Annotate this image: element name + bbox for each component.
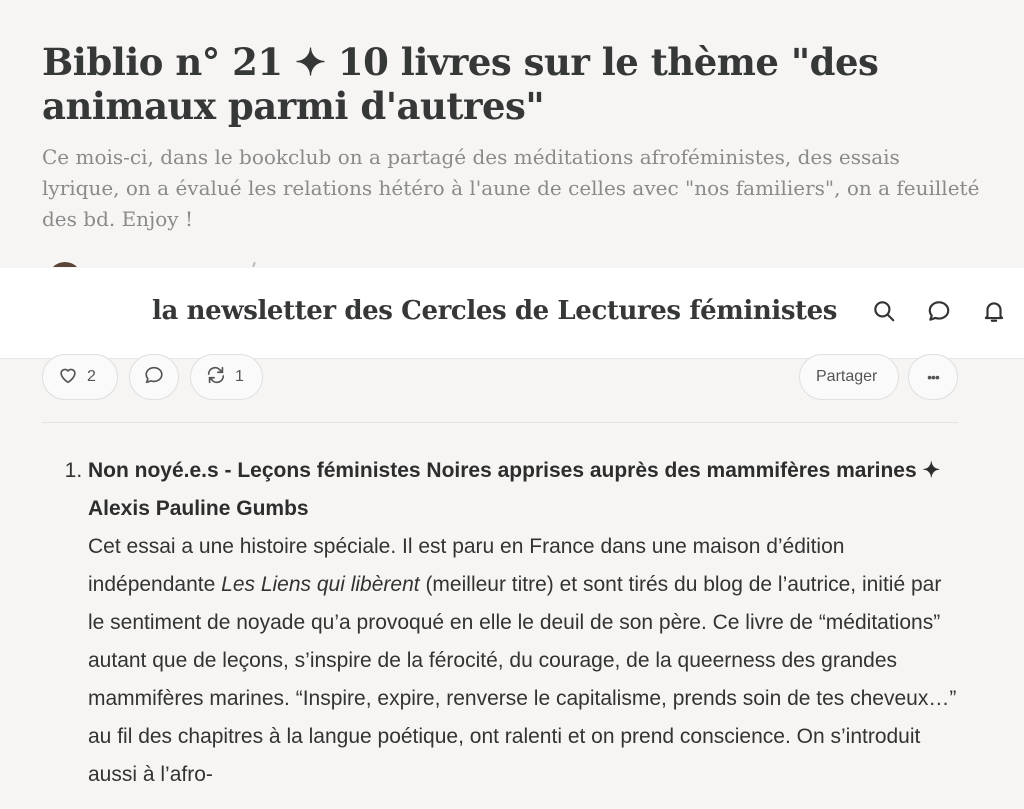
post-header	[42, 40, 982, 235]
article-body	[42, 452, 962, 794]
like-button[interactable]	[42, 354, 118, 400]
description-text: Cet essai a une histoire spéciale. Il est paru en France dans une maison d’édition indépendante	[88, 535, 845, 596]
chat-icon[interactable]	[926, 298, 952, 324]
divider	[42, 422, 958, 423]
restack-button[interactable]	[190, 354, 263, 400]
post-subtitle: Ce mois-ci, dans le bookclub on a partagé des méditations afroféministes, des essais lyrique, on a évalué les relations hétéro à l'aune de celles avec "nos familiers", on a feuilleté des bd. Enjoy !	[42, 145, 980, 231]
byline-fragment	[252, 262, 256, 267]
description-text-continued: (meilleur titre) et sont tirés du blog de l’autrice, initié par le sentiment de noyade qu’a provoqué en elle le deuil de son père. Ce livre de “méditations” autant que de leçons, s’inspire de la férocité, du courage, de la queerness des grandes mammifères marines. “Inspire, expire, renverse le capitalisme, prends soin de tes cheveux…” au fil des chapitres à la langue poétique, ont ralenti et on prend conscience. On s’introduit aussi à l’afro-	[88, 573, 957, 786]
list-item	[88, 452, 962, 794]
like-count: 2	[87, 368, 96, 385]
book-title: 1. Non noyé.e.s - Leçons féministes Noires apprises auprès des mammifères marines ✦ Alexis Pauline Gumbs	[88, 459, 941, 520]
share-button[interactable]: Partager	[799, 354, 899, 400]
bell-icon[interactable]	[981, 298, 1007, 324]
restack-count: 1	[235, 368, 244, 385]
publisher-name: Les Liens qui libèrent	[221, 573, 420, 596]
top-navigation-bar	[0, 268, 1024, 359]
heart-icon	[57, 364, 79, 391]
restack-icon	[205, 364, 227, 391]
post-actions	[42, 354, 958, 402]
search-icon[interactable]	[871, 298, 897, 324]
comment-icon	[143, 364, 165, 391]
book-description	[88, 528, 962, 794]
publication-name[interactable]: la newsletter des Cercles de Lectures féministes	[152, 296, 838, 326]
comment-button[interactable]	[129, 354, 179, 400]
post-title: Biblio n° 21 ✦ 10 livres sur le thème "des animaux parmi d'autres"	[42, 40, 879, 128]
book-list	[42, 452, 962, 794]
more-options-button[interactable]: •••	[908, 354, 958, 400]
